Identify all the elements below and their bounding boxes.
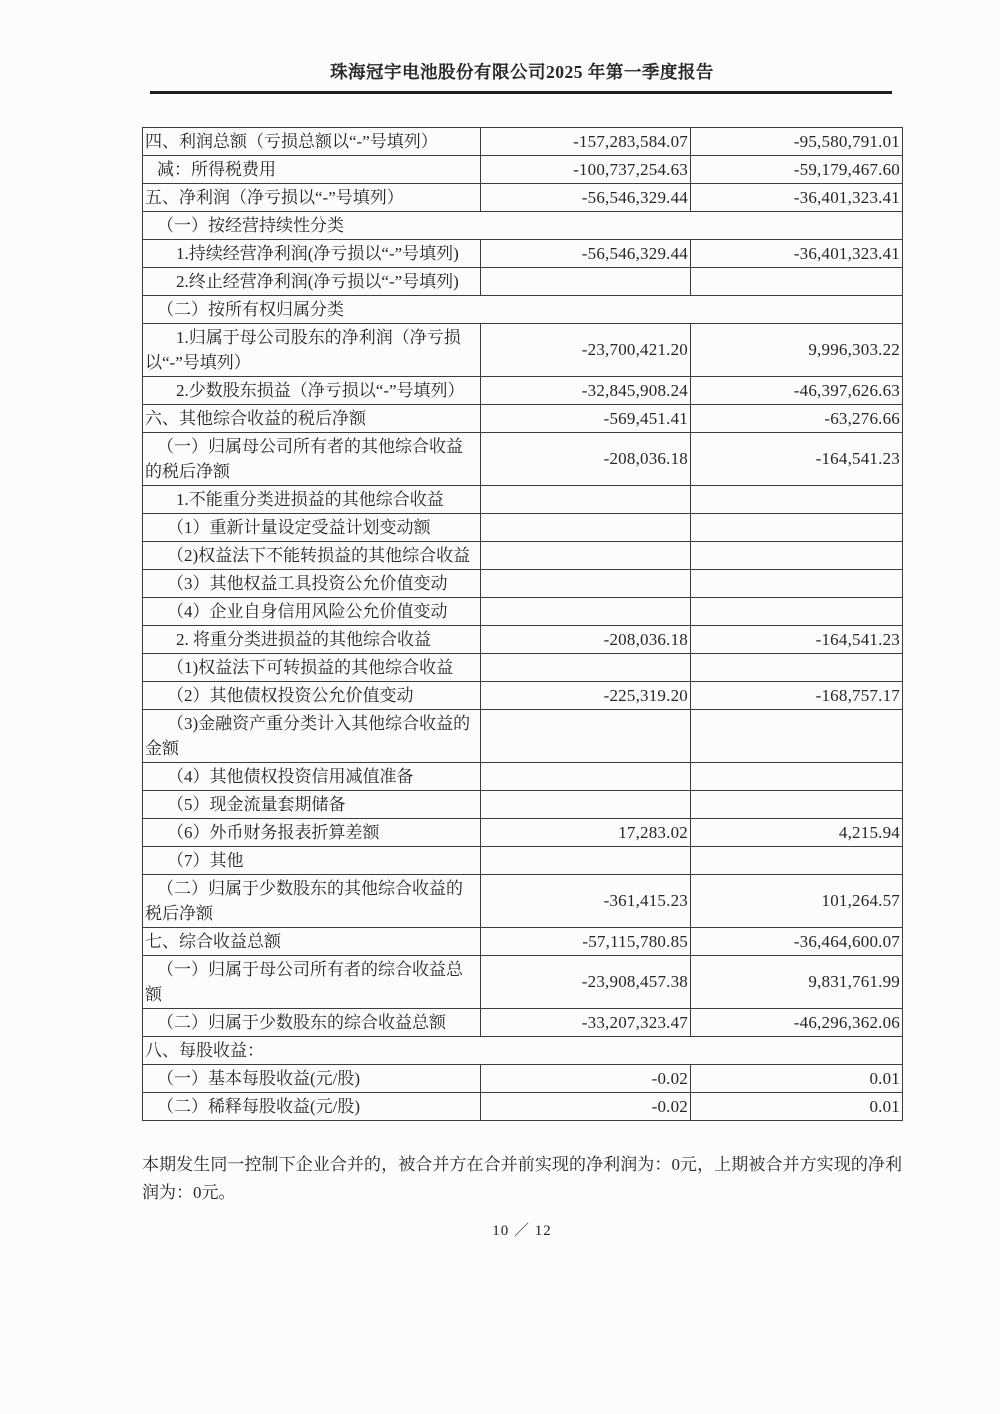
row-label: 1.不能重分类进损益的其他综合收益 xyxy=(143,485,481,513)
table-row xyxy=(143,432,903,485)
table-row xyxy=(143,513,903,541)
row-value-prior: -95,580,791.01 xyxy=(691,127,903,155)
row-value-prior xyxy=(691,513,903,541)
header-rule xyxy=(150,91,892,94)
row-value-prior: -164,541.23 xyxy=(691,432,903,485)
row-value-current: -361,415.23 xyxy=(481,874,691,927)
row-value-current: -100,737,254.63 xyxy=(481,155,691,183)
row-label: （一）按经营持续性分类 xyxy=(143,211,903,239)
row-value-prior: -63,276.66 xyxy=(691,404,903,432)
row-value-current: -56,546,329.44 xyxy=(481,183,691,211)
table-row xyxy=(143,1008,903,1036)
row-value-current xyxy=(481,762,691,790)
table-row xyxy=(143,211,903,239)
table-row xyxy=(143,541,903,569)
row-value-current: -33,207,323.47 xyxy=(481,1008,691,1036)
row-value-current: -208,036.18 xyxy=(481,625,691,653)
table-row xyxy=(143,681,903,709)
table-row xyxy=(143,927,903,955)
row-label: （一）基本每股收益(元/股) xyxy=(143,1064,481,1092)
row-value-prior: 0.01 xyxy=(691,1092,903,1120)
table-row xyxy=(143,955,903,1008)
row-label: 2.终止经营净利润(净亏损以“-”号填列) xyxy=(143,267,481,295)
row-label: （二）稀释每股收益(元/股) xyxy=(143,1092,481,1120)
table-row xyxy=(143,183,903,211)
row-label: （二）按所有权归属分类 xyxy=(143,295,903,323)
row-value-prior xyxy=(691,597,903,625)
table-row xyxy=(143,874,903,927)
row-value-prior: -59,179,467.60 xyxy=(691,155,903,183)
row-label: （1)权益法下可转损益的其他综合收益 xyxy=(143,653,481,681)
row-value-current: -569,451.41 xyxy=(481,404,691,432)
row-value-prior xyxy=(691,709,903,762)
row-label: （3)金融资产重分类计入其他综合收益的金额 xyxy=(143,709,481,762)
table-row xyxy=(143,323,903,376)
row-value-prior: -46,296,362.06 xyxy=(691,1008,903,1036)
row-label: （2)权益法下不能转损益的其他综合收益 xyxy=(143,541,481,569)
row-value-current: -0.02 xyxy=(481,1092,691,1120)
row-value-prior xyxy=(691,485,903,513)
row-value-current: -157,283,584.07 xyxy=(481,127,691,155)
table-row xyxy=(143,127,903,155)
row-value-prior xyxy=(691,790,903,818)
row-value-current: -23,700,421.20 xyxy=(481,323,691,376)
row-value-prior xyxy=(691,267,903,295)
row-label: （一）归属于母公司所有者的综合收益总额 xyxy=(143,955,481,1008)
row-label: （4）企业自身信用风险公允价值变动 xyxy=(143,597,481,625)
merger-note: 本期发生同一控制下企业合并的，被合并方在合并前实现的净利润为：0元，上期被合并方实现的净利润为：0元。 xyxy=(142,1154,902,1202)
row-value-current xyxy=(481,709,691,762)
income-statement-table xyxy=(142,127,903,1121)
table-row xyxy=(143,846,903,874)
row-label: 2.少数股东损益（净亏损以“-”号填列） xyxy=(143,376,481,404)
row-value-current xyxy=(481,653,691,681)
row-value-current xyxy=(481,541,691,569)
row-value-current xyxy=(481,569,691,597)
row-label: （5）现金流量套期储备 xyxy=(143,790,481,818)
row-label: （2）其他债权投资公允价值变动 xyxy=(143,681,481,709)
row-label: 2. 将重分类进损益的其他综合收益 xyxy=(143,625,481,653)
row-value-prior: -164,541.23 xyxy=(691,625,903,653)
row-label: 减：所得税费用 xyxy=(143,155,481,183)
row-label: 八、每股收益： xyxy=(143,1036,903,1064)
row-label: （7）其他 xyxy=(143,846,481,874)
row-value-prior: -46,397,626.63 xyxy=(691,376,903,404)
row-label: 1.归属于母公司股东的净利润（净亏损以“-”号填列） xyxy=(143,323,481,376)
row-label: （6）外币财务报表折算差额 xyxy=(143,818,481,846)
row-value-prior: 4,215.94 xyxy=(691,818,903,846)
table-row xyxy=(143,1064,903,1092)
row-label: （二）归属于少数股东的其他综合收益的税后净额 xyxy=(143,874,481,927)
row-value-current xyxy=(481,846,691,874)
row-label: 七、综合收益总额 xyxy=(143,927,481,955)
table-row xyxy=(143,404,903,432)
table-row xyxy=(143,625,903,653)
row-label: （3）其他权益工具投资公允价值变动 xyxy=(143,569,481,597)
table-row xyxy=(143,239,903,267)
row-value-current: -32,845,908.24 xyxy=(481,376,691,404)
row-value-current: -56,546,329.44 xyxy=(481,239,691,267)
table-row xyxy=(143,485,903,513)
table-row xyxy=(143,155,903,183)
row-value-prior: -168,757.17 xyxy=(691,681,903,709)
page-number: 10 ／ 12 xyxy=(492,1222,552,1239)
row-value-current xyxy=(481,790,691,818)
row-value-prior xyxy=(691,541,903,569)
table-row xyxy=(143,267,903,295)
table-row xyxy=(143,762,903,790)
page-content xyxy=(142,60,902,1240)
row-value-prior: 101,264.57 xyxy=(691,874,903,927)
row-label: （1）重新计量设定受益计划变动额 xyxy=(143,513,481,541)
row-value-prior xyxy=(691,569,903,597)
row-value-current xyxy=(481,267,691,295)
row-label: 四、利润总额（亏损总额以“-”号填列） xyxy=(143,127,481,155)
table-row xyxy=(143,709,903,762)
table-row xyxy=(143,569,903,597)
table-row xyxy=(143,1092,903,1120)
row-value-current: -57,115,780.85 xyxy=(481,927,691,955)
row-value-prior xyxy=(691,762,903,790)
row-value-current xyxy=(481,597,691,625)
row-value-current: -225,319.20 xyxy=(481,681,691,709)
row-value-current: 17,283.02 xyxy=(481,818,691,846)
doc-title: 珠海冠宇电池股份有限公司2025 年第一季度报告 xyxy=(330,62,714,82)
table-row xyxy=(143,376,903,404)
row-value-current xyxy=(481,485,691,513)
row-label: （二）归属于少数股东的综合收益总额 xyxy=(143,1008,481,1036)
table-row xyxy=(143,1036,903,1064)
row-label: （一）归属母公司所有者的其他综合收益的税后净额 xyxy=(143,432,481,485)
table-row xyxy=(143,818,903,846)
row-value-prior: 0.01 xyxy=(691,1064,903,1092)
row-value-current: -208,036.18 xyxy=(481,432,691,485)
row-value-prior: 9,831,761.99 xyxy=(691,955,903,1008)
row-label: （4）其他债权投资信用减值准备 xyxy=(143,762,481,790)
row-value-prior xyxy=(691,846,903,874)
table-row xyxy=(143,790,903,818)
table-row xyxy=(143,653,903,681)
row-value-current: -0.02 xyxy=(481,1064,691,1092)
row-value-current xyxy=(481,513,691,541)
row-value-prior xyxy=(691,653,903,681)
row-value-prior: -36,401,323.41 xyxy=(691,239,903,267)
row-label: 五、净利润（净亏损以“-”号填列） xyxy=(143,183,481,211)
row-label: 1.持续经营净利润(净亏损以“-”号填列) xyxy=(143,239,481,267)
row-value-prior: -36,464,600.07 xyxy=(691,927,903,955)
row-value-prior: 9,996,303.22 xyxy=(691,323,903,376)
row-value-prior: -36,401,323.41 xyxy=(691,183,903,211)
table-body xyxy=(143,127,903,1120)
table-row xyxy=(143,295,903,323)
row-value-current: -23,908,457.38 xyxy=(481,955,691,1008)
table-row xyxy=(143,597,903,625)
row-label: 六、其他综合收益的税后净额 xyxy=(143,404,481,432)
